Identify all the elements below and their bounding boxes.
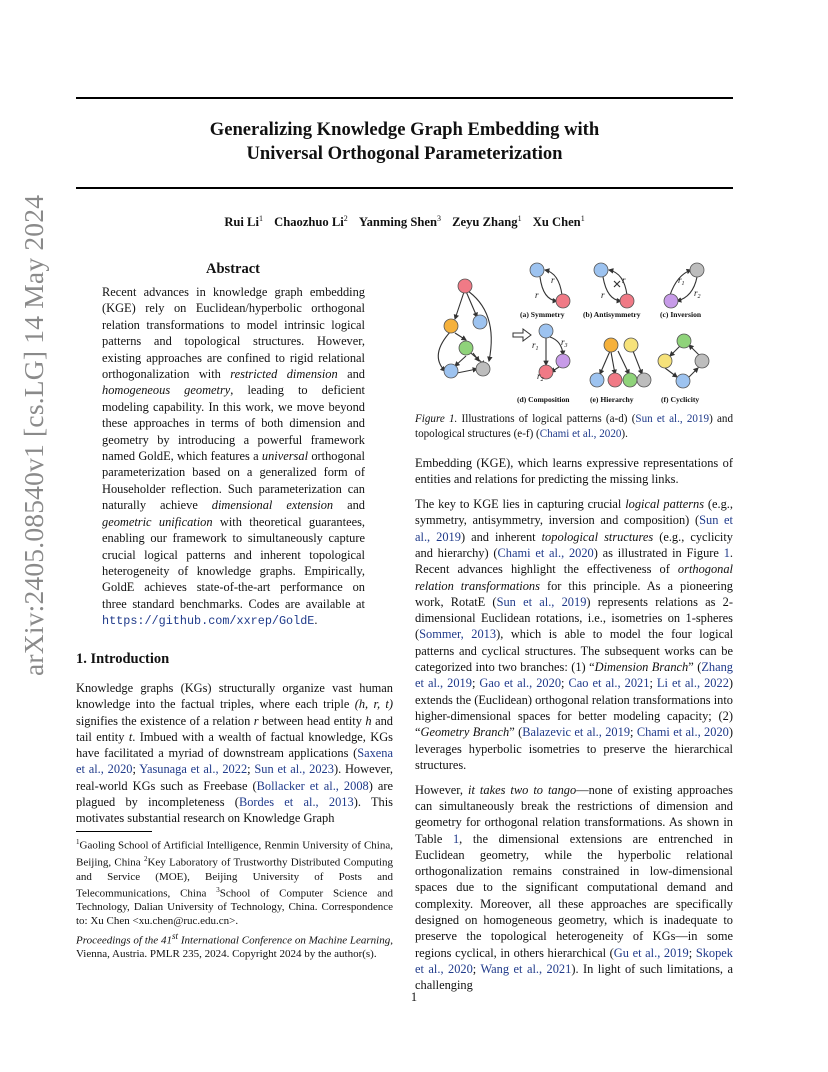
citation-link[interactable]: Chami et al., 2020	[539, 428, 622, 440]
citation-link[interactable]: Yasunaga et al., 2022	[139, 762, 248, 777]
right-column-text	[415, 455, 733, 1002]
affiliations-footnote: $^1$Gaoling School of Artificial Intelligence, Renmin University of China, Beijing, China $^2$Key Laboratory of Trustworthy Distributed Computing and Service (MOE), Beijing University of Posts and Telecommunications, China $^3$School of Computer Science and Technology, Dalian University of Technology, China. Correspondence to: Xu Chen <xu.chen@ruc.edu.cn>.	[76, 838, 393, 927]
citation-link[interactable]: Li et al., 2022	[656, 676, 729, 691]
intro-heading: 1. Introduction	[76, 651, 170, 667]
citation-link[interactable]: Saxena et al., 2020	[76, 746, 393, 777]
svg-text:r2: $r_2$	[694, 288, 701, 300]
citation-link[interactable]: Chami et al., 2020	[636, 725, 729, 740]
title-line-2: Universal Orthogonal Parameterization	[246, 143, 563, 164]
citation-link[interactable]: Chami et al., 2020	[497, 545, 594, 560]
top-rule	[76, 97, 733, 99]
svg-text:r: r	[601, 290, 605, 300]
svg-text:r3: $r_3$	[561, 337, 568, 349]
paper-title	[76, 118, 733, 166]
table-link[interactable]: 1	[452, 831, 460, 846]
label-symmetry: (a) Symmetry	[520, 310, 565, 319]
code-link[interactable]: https://github.com/xxrep/GoldE	[102, 614, 315, 629]
svg-text:r2: $r_2$	[537, 371, 544, 383]
proceedings-note: Proceedings of the 41st International Conference on Machine Learning, Vienna, Austria. PMLR 235, 2024. Copyright 2024 by the author(s).	[76, 931, 393, 961]
citation-link[interactable]: Gao et al., 2020	[479, 676, 562, 691]
label-inversion: (c) Inversion	[660, 310, 702, 319]
citation-link[interactable]: Wang et al., 2021	[480, 961, 572, 976]
title-line-1: Generalizing Knowledge Graph Embedding with	[209, 119, 600, 140]
citation-link[interactable]: Balazevic et al., 2019	[522, 725, 631, 740]
citation-link[interactable]: Sun et al., 2019	[496, 594, 587, 609]
figure-link[interactable]: 1	[723, 545, 730, 560]
paragraph: Embedding (KGE), which learns expressive representations of entities and relations for predicting the missing links.	[415, 456, 733, 487]
author: Chaozhuo Li$^2$	[274, 214, 348, 230]
paragraph: However, it takes two to tango—none of existing approaches can simultaneously break the restrictions of dimension and geometry for orthogonal relation transformations. As shown in Table 1, the dimensional extensions are entrenched in Euclidean geometry, while the hyperbolic relational orthogonalization remains constrained in low-dimensional spaces due to the significant computational demand and complexity. Moreover, all these approaches are specifically designed on homogeneous geometry, which is inadequate to preserve the topological heterogeneity of KGs—in some regions cyclical, in others hierarchical (Gu et al., 2019; Skopek et al., 2020; Wang et al., 2021). In light of such limitations, a challenging	[415, 782, 734, 993]
svg-text:r: r	[622, 275, 626, 285]
citation-link[interactable]: Sun et al., 2019	[635, 413, 710, 425]
arxiv-stamp: arXiv:2405.08540v1 [cs.LG] 14 May 2024	[18, 194, 49, 676]
citation-link[interactable]: Skopek et al., 2020	[415, 945, 733, 976]
citation-link[interactable]: Gu et al., 2019	[613, 945, 689, 960]
author: Zeyu Zhang$^1$	[452, 214, 522, 230]
abstract-heading: Abstract	[206, 261, 260, 277]
citation-link[interactable]: Bordes et al., 2013	[238, 795, 354, 810]
author: Xu Chen$^1$	[532, 214, 585, 230]
author: Rui Li$^1$	[224, 214, 263, 230]
footnote-rule	[76, 831, 152, 832]
page-number: 1	[410, 990, 418, 1004]
figure-caption: Figure 1. Illustrations of logical patterns (a-d) (Sun et al., 2019) and topological structures (e-f) (Chami et al., 2020).	[415, 413, 733, 440]
label-antisymmetry: (b) Antisymmetry	[583, 310, 641, 319]
svg-text:r1: $r_1$	[678, 275, 685, 287]
citation-link[interactable]: Sun et al., 2023	[254, 762, 334, 777]
author: Yanming Shen$^3$	[358, 214, 441, 230]
abstract-text: Recent advances in knowledge graph embedding (KGE) rely on Euclidean/hyperbolic orthogonal relation transformations to model intrinsic logical patterns and topological structures. However, existing approaches are confined to rigid relational orthogonalization with restricted dimension and homogeneous geometry, leading to deficient modeling capability. In this work, we move beyond these approaches in terms of both dimension and geometry by introducing a powerful framework named GoldE, which features a universal orthogonal parameterization based on a generalized form of Householder reflection. Such parameterization can naturally achieve dimensional extension and geometric unification with theoretical guarantees, enabling our framework to simultaneously capture crucial logical patterns and inherent topological heterogeneity of knowledge graphs. Empirically, GoldE achieves state-of-the-art performance on three standard benchmarks. Codes are available at https://github.com/xxrep/GoldE.	[102, 285, 365, 629]
svg-text:r: r	[535, 290, 539, 300]
citation-link[interactable]: Zhang et al., 2019	[415, 660, 733, 691]
label-cyclicity: (f) Cyclicity	[661, 395, 700, 404]
intro-text: Knowledge graphs (KGs) structurally organize vast human knowledge into the factual triples, where each triple (h, r, t) signifies the existence of a relation r between head entity h and tail entity t. Imbued with a wealth of factual knowledge, KGs have facilitated a myriad of downstream applications (Saxena et al., 2020; Yasunaga et al., 2022; Sun et al., 2023). However, real-world KGs such as Freebase (Bollacker et al., 2008) are plagued by incompleteness (Bordes et al., 2013). This motivates substantial research on Knowledge Graph	[76, 681, 393, 826]
svg-text:r: r	[551, 275, 555, 285]
author-list	[76, 214, 733, 230]
paragraph: The key to KGE lies in capturing crucial logical patterns (e.g., symmetry, antisymmetry, inversion and composition) (Sun et al., 2019) and inherent topological structures (e.g., cyclicity and hierarchy) (Chami et al., 2020) as illustrated in Figure 1. Recent advances highlight the effectiveness of orthogonal relation transformations for this principle. As a pioneering work, RotatE (Sun et al., 2019) represents relations as 2-dimensional Euclidean rotations, i.e., isometries on 1-spheres (Sommer, 2013), which is able to model the four logical patterns and cyclical structures. The subsequent works can be categorized into two branches: (1) “Dimension Branch” (Zhang et al., 2019; Gao et al., 2020; Cao et al., 2021; Li et al., 2022) extends the (Euclidean) orthogonal relation transformations into higher-dimensional spaces for better modeling capacity; (2) “Geometry Branch” (Balazevic et al., 2019; Chami et al., 2020) leverages hyperbolic isometries to preserve the hierarchical structures.	[415, 497, 734, 772]
citation-link[interactable]: Sun et al., 2019	[415, 513, 733, 544]
bottom-title-rule	[76, 187, 733, 189]
label-composition: (d) Composition	[517, 395, 570, 404]
figure-1-diagram	[415, 255, 733, 405]
citation-link[interactable]: Sommer, 2013	[419, 627, 497, 642]
svg-text:r1: $r_1$	[532, 340, 539, 352]
citation-link[interactable]: Bollacker et al., 2008	[256, 778, 369, 793]
citation-link[interactable]: Cao et al., 2021	[568, 676, 650, 691]
label-hierarchy: (e) Hierarchy	[590, 395, 634, 404]
